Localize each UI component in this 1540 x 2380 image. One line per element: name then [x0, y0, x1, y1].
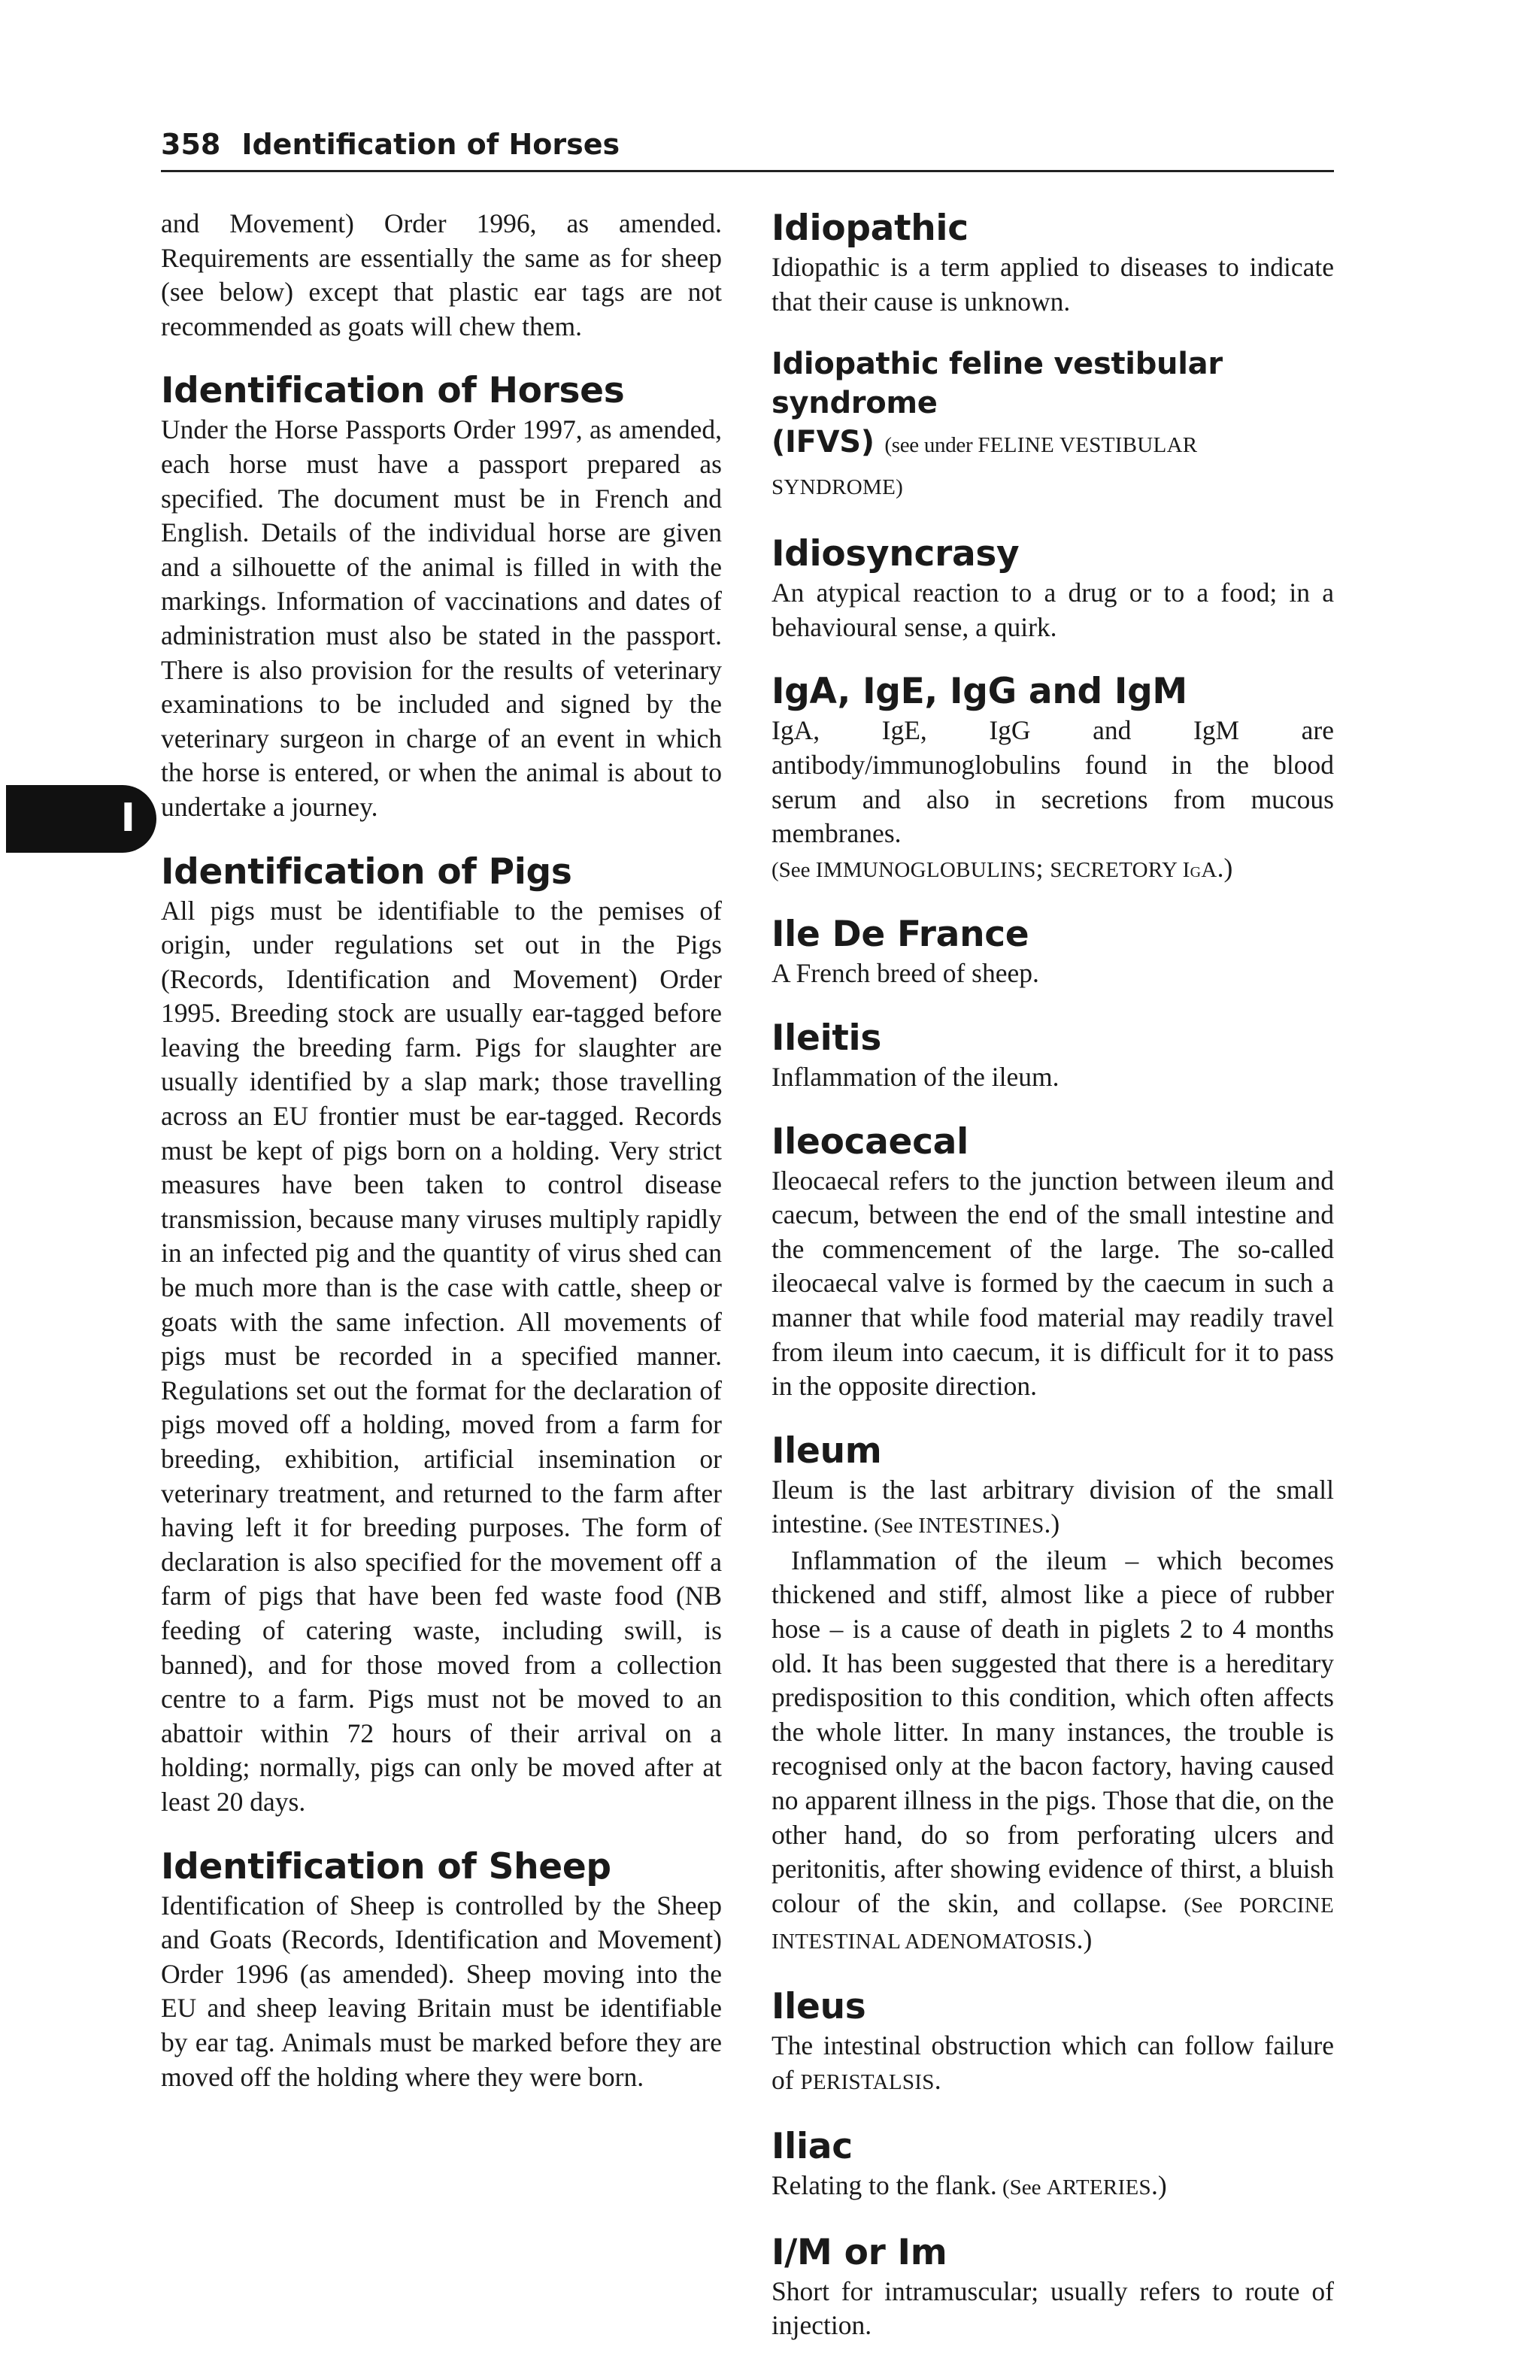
headword: IgA, IgE, IgG and IgM	[772, 671, 1187, 713]
headword: Ileitis	[772, 1017, 882, 1059]
thumb-index-tab	[6, 785, 156, 853]
entry-text	[772, 714, 1334, 887]
entry-text	[772, 2169, 1334, 2206]
xref-suffix: )	[896, 475, 903, 500]
xref-open: (See	[772, 857, 816, 882]
entry-text-paragraph-2	[772, 1544, 1334, 1960]
xref-link[interactable]: IMMUNOGLOBULINS	[815, 857, 1036, 882]
headword-line-1: Idiopathic feline vestibular syndrome	[772, 347, 1223, 421]
xref-sep: ;	[1035, 852, 1050, 883]
headword: Identification of Sheep	[161, 1845, 611, 1887]
headword: Ileus	[772, 1986, 866, 2027]
headword: Identification of Pigs	[161, 850, 572, 893]
entry-im	[772, 2231, 1334, 2343]
headword-line-2: (IFVS)	[772, 425, 875, 460]
entry-continuation	[161, 207, 722, 344]
entry-text: An atypical reaction to a drug or to a food; in a behavioural sense, a quirk.	[772, 578, 1334, 642]
xref-prefix: (see under	[884, 433, 978, 458]
entry-text-main: The intestinal obstruction which can follow failure of	[772, 2030, 1334, 2095]
entry-text: Short for intramuscular; usually refers to route of injection.	[772, 2275, 1334, 2341]
entry-iliac	[772, 2125, 1334, 2206]
entry-ifvs	[772, 344, 1334, 507]
headword: Identification of Horses	[161, 370, 625, 412]
entry-identification-of-horses	[161, 369, 722, 824]
entry-text: Identification of Sheep is controlled by the Sheep and Goats (Records, Identification and Movement) Order 1996 (as amended). Sheep moving into the EU and sheep leaving Britain must be identifiable by ear tag. Animals must be marked before they are moved off the holding where they were born.	[161, 1890, 722, 2092]
xref-open: (See	[996, 2175, 1047, 2200]
xref-link[interactable]: ARTERIES	[1046, 2175, 1151, 2200]
entry-identification-of-sheep	[161, 1845, 722, 2095]
continuation-text: and Movement) Order 1996, as amended. Requirements are essentially the same as for sheep (see below) except that plastic ear tags are not recommended as goats will chew them.	[161, 208, 722, 341]
xref-close: .)	[1150, 2170, 1167, 2201]
entry-text: Ileocaecal refers to the junction between ileum and caecum, between the end of the small intestine and the commencement of the large. The so-called ileocaecal valve is formed by the caecum in such a manner that while food material may readily travel from ileum into caecum, it is difficult for it to pass in the opposite direction.	[772, 1165, 1334, 1402]
xref-link[interactable]: PORCINE INTESTINAL ADENOMATOSIS	[772, 1893, 1334, 1954]
headword: Idiosyncrasy	[772, 533, 1020, 575]
entry-text-main: Relating to the flank.	[772, 2170, 997, 2201]
xref-open: (See	[1167, 1893, 1239, 1918]
headword	[772, 344, 1334, 507]
xref-link[interactable]: SECRETORY IgA	[1050, 857, 1217, 882]
xref-link[interactable]: FELINE VESTIBULAR SYNDROME	[772, 433, 1198, 500]
xref-close: .)	[1217, 852, 1233, 883]
xref-open: (See	[869, 1514, 919, 1539]
headword: Ileum	[772, 1430, 882, 1472]
running-title: Identification of Horses	[241, 128, 620, 161]
headword: Ile De France	[772, 914, 1029, 956]
headword: Ileocaecal	[772, 1120, 969, 1163]
entry-text-main: Ileum is the last arbitrary division of the small intestine.	[772, 1474, 1334, 1539]
entry-text	[772, 1473, 1334, 1544]
entry-idiosyncrasy	[772, 532, 1334, 644]
entry-text-end: .	[934, 2064, 941, 2095]
page-number: 358	[161, 128, 221, 161]
entry-ileitis	[772, 1017, 1334, 1095]
thumb-index-letter: I	[120, 796, 135, 841]
entry-immunoglobulins	[772, 670, 1334, 887]
entry-text: Idiopathic is a term applied to diseases to indicate that their cause is unknown.	[772, 252, 1334, 317]
xref-close: .)	[1044, 1508, 1060, 1539]
entry-ile-de-france	[772, 913, 1334, 991]
left-column	[161, 207, 722, 2120]
entry-idiopathic	[772, 207, 1334, 319]
entry-ileocaecal	[772, 1120, 1334, 1404]
entry-text: All pigs must be identifiable to the pemises of origin, under regulations set out in the Pigs (Records, Identification and Movement) Order 1995. Breeding stock are usually ear-tagged before leaving the breeding farm. Pigs for slaughter are usually identified by a slap mark; those travelling across an EU frontier must be ear-tagged. Records must be kept of pigs born on a holding. Very strict measures have been taken to control disease transmission, because many viruses multiply rapidly in an infected pig and the quantity of virus shed can be much more than is the case with cattle, sheep or goats with the same infection. All movements of pigs must be recorded in a specified manner. Regulations set out the format for the declaration of pigs moved off a holding, moved from a farm for breeding, exhibition, artificial insemination or veterinary treatment, and returned to the farm after having left it for breeding purposes. The form of declaration is also specified for the movement off a farm of pigs that have been fed waste food (NB feeding of catering waste, including swill, is banned), and for those moved from a collection centre to a farm. Pigs must not be moved to an abattoir within 72 hours of their arrival on a holding; normally, pigs can only be moved after at least 20 days.	[161, 895, 722, 1817]
entry-text: Inflammation of the ileum.	[772, 1061, 1060, 1092]
entry-text-main: IgA, IgE, IgG and IgM are antibody/immunoglobulins found in the blood serum and also in secretions from mucous membranes.	[772, 715, 1334, 849]
entry-text: A French breed of sheep.	[772, 958, 1039, 989]
headword: Idiopathic	[772, 208, 969, 249]
entry-text-main: Inflammation of the ileum – which becomes thickened and stiff, almost like a piece of rubber hose – is a cause of death in piglets 2 to 4 months old. It has been suggested that there is a hereditary predisposition to this condition, which often affects the whole litter. In many instances, the trouble is recognised only at the bacon factory, having caused no apparent illness in the pigs. Those that die, on the other hand, do so from perforating ulcers and peritonitis, after showing evidence of thirst, a bluish colour of the skin, and collapse.	[772, 1545, 1334, 1918]
headword: Iliac	[772, 2126, 853, 2168]
xref-link[interactable]: PERISTALSIS	[800, 2069, 935, 2094]
right-column	[772, 207, 1334, 2369]
xref-link[interactable]: INTESTINES	[918, 1514, 1044, 1539]
entry-ileum	[772, 1430, 1334, 1960]
headword: I/M or Im	[772, 2231, 947, 2273]
entry-identification-of-pigs	[161, 850, 722, 1820]
entry-text	[772, 2029, 1334, 2100]
entry-ileus	[772, 1985, 1334, 2100]
entry-text: Under the Horse Passports Order 1997, as amended, each horse must have a passport prepared as specified. The document must be in French and English. Details of the individual horse are given and a silhouette of the animal is filled in with the markings. Information of vaccinations and dates of administration must also be stated in the passport. There is also provision for the results of veterinary examinations to be included and signed by the veterinary surgeon in charge of an event in which the horse is entered, or when the animal is about to undertake a journey.	[161, 414, 722, 822]
running-head	[161, 123, 1334, 172]
xref-close: .)	[1076, 1924, 1093, 1955]
